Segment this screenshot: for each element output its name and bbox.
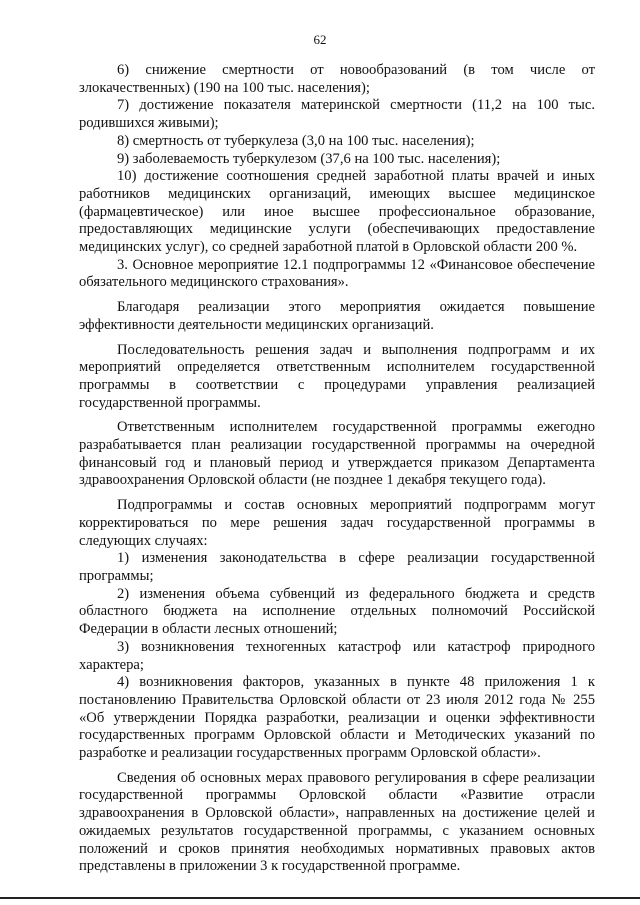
paragraph-item-10: 10) достижение соотношения средней заработной платы врачей и иных работников медицинских организаций, имеющих высшее медицинское (фармацевтическое) или иное высшее профессиональное образование, предоставляющих медицинские услуги (обеспечивающих предоставление медицинских услуг), со средней заработной платой в Орловской области 200 %.: [79, 168, 595, 256]
paragraph-item-9: 9) заболеваемость туберкулезом (37,6 на 100 тыс. населения);: [117, 150, 501, 167]
paragraph-item-8: 8) смертность от туберкулеза (3,0 на 100 тыс. населения);: [117, 132, 475, 149]
paragraph-case-4: 4) возникновения факторов, указанных в пункте 48 приложения 1 к постановлению Правительства Орловской области от 23 июля 2012 года № 255 «Об утверждении Порядка разработки, реализации и оценки эффективности государственных программ Орловской области и Методических указаний по разработке и реализации государственных программ Орловской области».: [79, 674, 595, 762]
paragraph-item-6: 6) снижение смертности от новообразований (в том числе от злокачественных) (190 на 100 тыс. населения);: [79, 62, 595, 96]
paragraph-case-1: 1) изменения законодательства в сфере реализации государственной программы;: [79, 550, 595, 584]
paragraph-adjustment-cases: Подпрограммы и состав основных мероприятий подпрограмм могут корректироваться по мере решения задач государственной программы в следующих случаях:: [79, 497, 595, 549]
paragraph-item-7: 7) достижение показателя материнской смертности (11,2 на 100 тыс. родившихся живыми);: [79, 97, 595, 132]
paragraph-annual-plan: Ответственным исполнителем государственной программы ежегодно разрабатывается план реализации государственной программы на очередной финансовый год и плановый период и утверждается приказом Департамента здравоохранения Орловской области (не позднее 1 декабря текущего года).: [79, 419, 595, 489]
paragraph-main-activity: 3. Основное мероприятие 12.1 подпрограммы 12 «Финансовое обеспечение обязательного медицинского страхования».: [79, 256, 595, 291]
paragraph-sequence: Последовательность решения задач и выполнения подпрограмм и их мероприятий определяется ответственным исполнителем государственной программы в соответствии с процедурами управления реализацией государственной программы.: [79, 341, 595, 411]
bottom-rule: [0, 897, 640, 899]
page-number: 62: [313, 32, 327, 47]
document-body: [79, 62, 595, 876]
paragraph-legal-regulation: Сведения об основных мерах правового регулирования в сфере реализации государственной программы Орловской области «Развитие отрасли здравоохранения в Орловской области», направленных на достижение целей и ожидаемых результатов государственной программы, с указанием основных положений и сроков принятия необходимых нормативных правовых актов представлены в приложении 3 к государственной программе.: [79, 769, 595, 875]
paragraph-expected-effect: Благодаря реализации этого мероприятия ожидается повышение эффективности деятельности медицинских организаций.: [79, 299, 595, 333]
paragraph-case-2: 2) изменения объема субвенций из федерального бюджета и средств областного бюджета на исполнение отдельных полномочий Российской Федерации в области лесных отношений;: [79, 585, 595, 638]
paragraph-case-3: 3) возникновения техногенных катастроф или катастроф природного характера;: [79, 638, 595, 673]
